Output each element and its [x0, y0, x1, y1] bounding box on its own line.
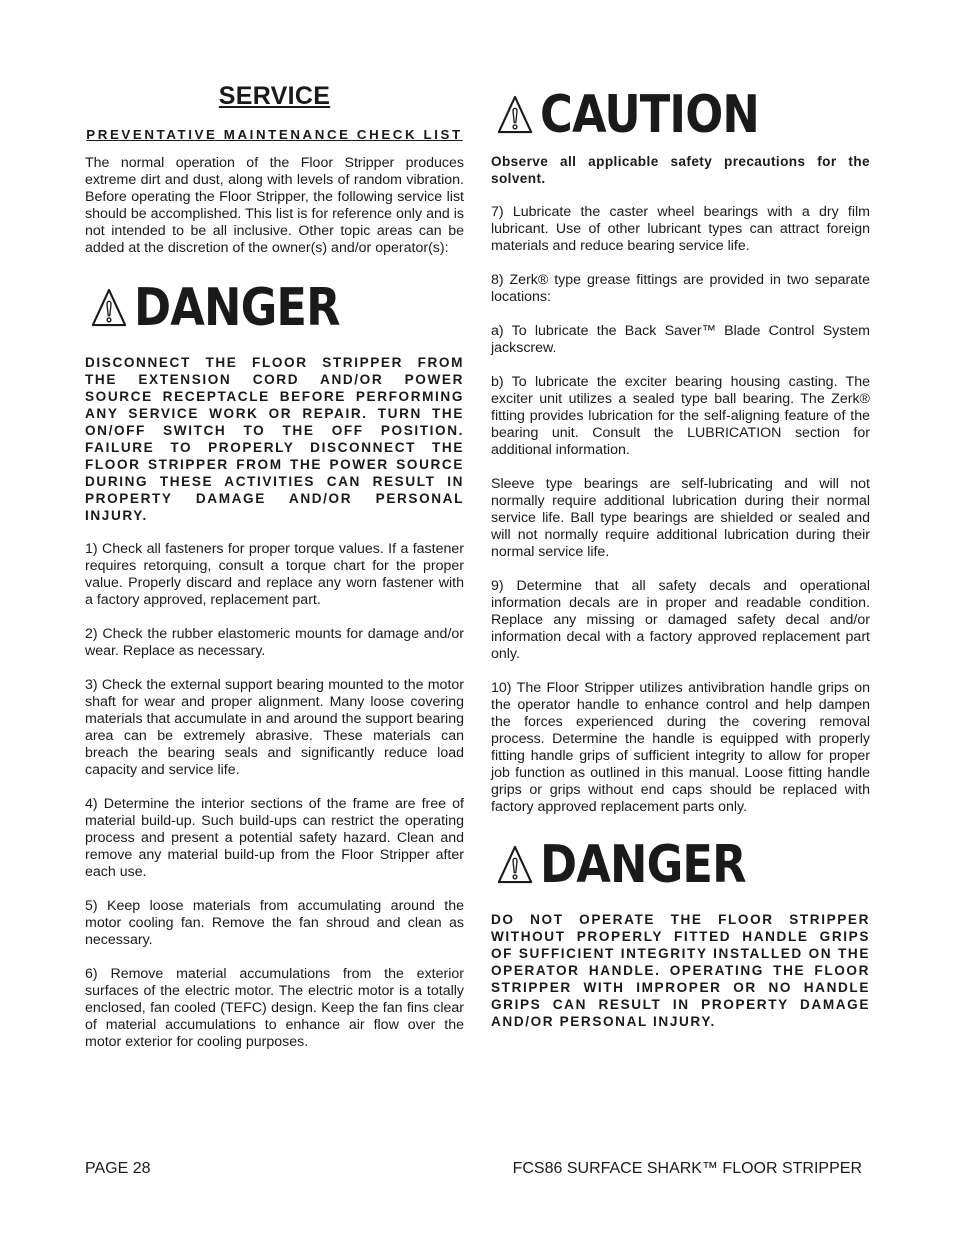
section-title: SERVICE — [218, 82, 331, 110]
danger-warning-text: DISCONNECT THE FLOOR STRIPPER FROM THE EXTENSION CORD AND/OR POWER SOURCE RECEPTACLE BEFORE PERFORMING ANY SERVICE WORK OR REPAIR. TURN THE ON/OFF SWITCH TO THE OFF POSITION. FAILURE TO PROPERLY DISCONNECT THE FLOOR STRIPPER FROM THE POWER SOURCE DURING THESE ACTIVITIES CAN RESULT IN PROPERTY DAMAGE AND/OR PERSONAL INJURY. — [85, 355, 464, 523]
danger-banner-2 — [491, 830, 870, 900]
service-item-8b: b) To lubricate the exciter bearing housing casting. The exciter unit utilizes a sealed type ball bearing. The Zerk® fitting provides lubrication for the self-aligning feature of the bearing unit. Consult the LUBRICATION section for additional information. — [491, 374, 870, 458]
caution-banner — [491, 80, 870, 150]
service-item-10: 10) The Floor Stripper utilizes antivibration handle grips on the operator handle to enhance control and help dampen the forces experienced during the covering removal process. Determine the handle is equipped with properly fitting handle grips of sufficient integrity to allow for proper job function as outlined in this manual. Loose fitting handle grips or grips without end caps should be replaced with factory approved replacement parts only. — [491, 680, 870, 815]
service-item-4: 4) Determine the interior sections of the frame are free of material build-up. Such build-ups can restrict the operating process and present a potential safety hazard. Clean and remove any material build-up from the Floor Stripper after each use. — [85, 796, 464, 880]
service-item-8a: a) To lubricate the Back Saver™ Blade Control System jackscrew. — [491, 323, 870, 356]
danger-banner — [85, 273, 464, 343]
section-subtitle: PREVENTATIVE MAINTENANCE CHECK LIST — [86, 127, 463, 142]
caution-text: Observe all applicable safety precautions for the solvent. — [491, 154, 870, 186]
service-item-1: 1) Check all fasteners for proper torque values. If a fastener requires retorquing, consult a torque chart for the proper value. Properly discard and replace any worn fastener with a factory approved, replacement part. — [85, 541, 464, 608]
service-item-8: 8) Zerk® type grease fittings are provided in two separate locations: — [491, 272, 870, 305]
service-item-5: 5) Keep loose materials from accumulating around the motor cooling fan. Remove the fan shroud and clean as necessary. — [85, 898, 464, 948]
product-title: FCS86 SURFACE SHARK™ FLOOR STRIPPER — [512, 1160, 862, 1177]
danger-warning-text-2: DO NOT OPERATE THE FLOOR STRIPPER WITHOUT PROPERLY FITTED HANDLE GRIPS OF SUFFICIENT INTEGRITY INSTALLED ON THE OPERATOR HANDLE. OPERATING THE FLOOR STRIPPER WITH IMPROPER OR NO HANDLE GRIPS CAN RESULT IN PROPERTY DAMAGE AND/OR PERSONAL INJURY. — [491, 912, 870, 1029]
warning-triangle-icon — [496, 94, 534, 136]
service-item-7: 7) Lubricate the caster wheel bearings with a dry film lubricant. Use of other lubricant types can attract foreign materials and reduce bearing service life. — [491, 204, 870, 254]
danger-label: DANGER — [134, 278, 340, 338]
warning-triangle-icon — [90, 287, 128, 329]
page-number: PAGE 28 — [85, 1160, 151, 1177]
warning-triangle-icon — [496, 844, 534, 886]
service-item-2: 2) Check the rubber elastomeric mounts for damage and/or wear. Replace as necessary. — [85, 626, 464, 659]
sleeve-bearing-note: Sleeve type bearings are self-lubricating and will not normally require additional lubrication during their normal service life. Ball type bearings are shielded or sealed and will not normally require additional lubrication during their normal service life. — [491, 476, 870, 560]
service-item-9: 9) Determine that all safety decals and operational information decals are in proper and readable condition. Replace any missing or damaged safety decal and/or information decal with a factory approved replacement part only. — [491, 578, 870, 662]
service-item-3: 3) Check the external support bearing mounted to the motor shaft for wear and proper alignment. Many loose covering materials that accumulate in and around the support bearing area can be extremely abrasive. These materials can breach the bearing seals and significantly reduce load capacity and service life. — [85, 677, 464, 778]
right-column — [491, 80, 870, 1030]
caution-label: CAUTION — [540, 85, 759, 145]
service-item-6: 6) Remove material accumulations from the exterior surfaces of the electric motor. The electric motor is a totally enclosed, fan cooled (TEFC) design. Keep the fan fins clear of material accumulations to enhance air flow over the motor exterior for cooling purposes. — [85, 966, 464, 1050]
danger-label-2: DANGER — [540, 835, 746, 895]
intro-paragraph: The normal operation of the Floor Stripper produces extreme dirt and dust, along with levels of random vibration. Before operating the Floor Stripper, the following service list should be accomplished. This list is for reference only and is not intended to be all inclusive. Other topic areas can be added at the discretion of the owner(s) and/or operator(s): — [85, 155, 464, 256]
left-column — [85, 80, 464, 1051]
